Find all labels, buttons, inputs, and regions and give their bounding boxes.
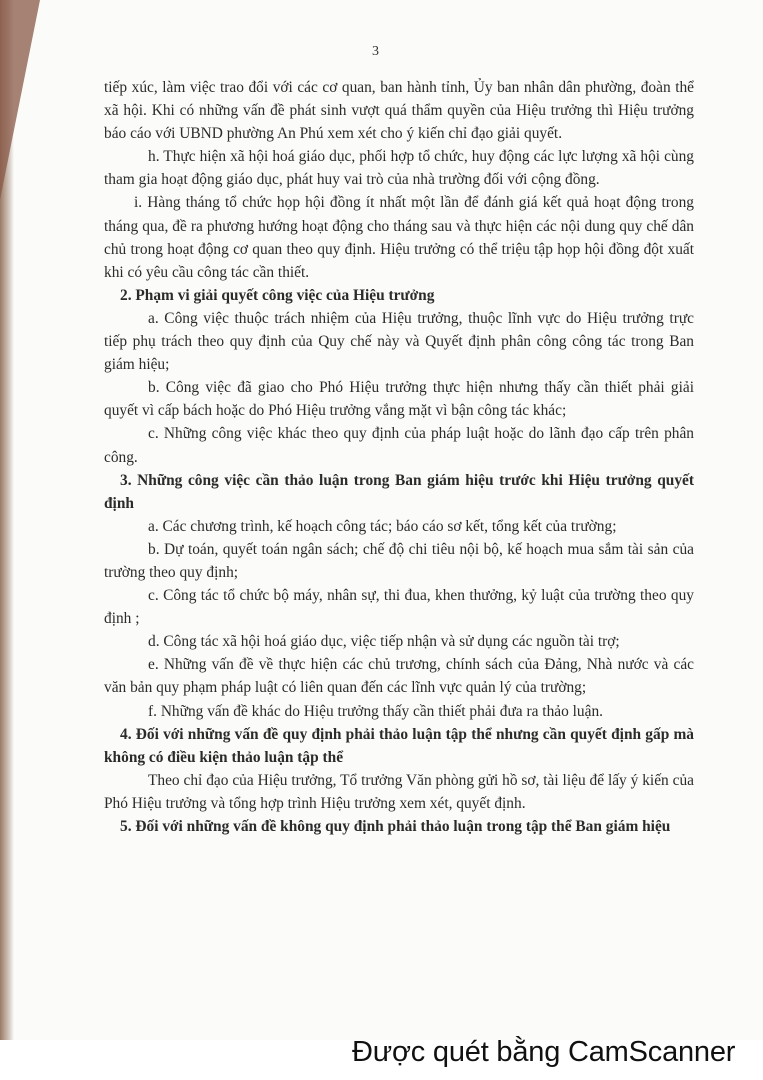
paragraph-3e: e. Những vấn đề về thực hiện các chủ trương, chính sách của Đảng, Nhà nước và các văn bản quy phạm pháp luật có liên quan đến các lĩnh vực quản lý của trường;: [104, 656, 694, 697]
paragraph-2b: b. Công việc đã giao cho Phó Hiệu trưởng thực hiện nhưng thấy cần thiết phải giải quyết vì cấp bách hoặc do Phó Hiệu trưởng vắng mặt vì bận công tác khác;: [104, 379, 694, 420]
page-corner-fold: [0, 0, 40, 200]
document-body: [104, 76, 694, 838]
paragraph-3d: d. Công tác xã hội hoá giáo dục, việc tiếp nhận và sử dụng các nguồn tài trợ;: [148, 633, 620, 651]
paragraph-3f: f. Những vấn đề khác do Hiệu trưởng thấy cần thiết phải đưa ra thảo luận.: [148, 702, 603, 720]
paragraph-3a: a. Các chương trình, kế hoạch công tác; báo cáo sơ kết, tổng kết của trường;: [148, 517, 617, 535]
section-heading-5: 5. Đối với những vấn đề không quy định phải thảo luận trong tập thể Ban giám hiệu: [120, 818, 671, 835]
paragraph-4: Theo chỉ đạo của Hiệu trưởng, Tổ trưởng Văn phòng gửi hồ sơ, tài liệu để lấy ý kiến của Phó Hiệu trưởng và tổng hợp trình Hiệu trưởng xem xét, quyết định.: [104, 771, 694, 812]
paragraph-i: i. Hàng tháng tổ chức họp hội đồng ít nhất một lần để đánh giá kết quả hoạt động trong tháng qua, đề ra phương hướng hoạt động cho tháng sau và thực hiện các nội dung quy chế dân chủ trong hoạt động cơ quan theo quy định. Hiệu trưởng có thể triệu tập họp hội đồng đột xuất khi có yêu cầu công tác cần thiết.: [104, 194, 694, 281]
section-heading-3: 3. Những công việc cần thảo luận trong Ban giám hiệu trước khi Hiệu trưởng quyết định: [104, 471, 694, 512]
paragraph-3b: b. Dự toán, quyết toán ngân sách; chế độ chi tiêu nội bộ, kế hoạch mua sắm tài sản của trường theo quy định;: [104, 540, 694, 581]
paragraph-2c: c. Những công việc khác theo quy định của pháp luật hoặc do lãnh đạo cấp trên phân công.: [104, 425, 694, 466]
section-heading-4: 4. Đối với những vấn đề quy định phải thảo luận tập thể nhưng cần quyết định gấp mà không có điều kiện thảo luận tập thể: [104, 725, 694, 766]
paragraph: tiếp xúc, làm việc trao đổi với các cơ quan, ban hành tỉnh, Ủy ban nhân dân phường, đoàn thể xã hội. Khi có những vấn đề phát sinh vượt quá thẩm quyền của Hiệu trưởng thì Hiệu trưởng báo cáo với UBND phường An Phú xem xét cho ý kiến chỉ đạo giải quyết.: [104, 79, 694, 143]
paragraph-h: h. Thực hiện xã hội hoá giáo dục, phối hợp tổ chức, huy động các lực lượng xã hội cùng tham gia hoạt động giáo dục, phát huy vai trò của nhà trường đối với cộng đồng.: [104, 148, 694, 189]
page-number: 3: [372, 44, 379, 59]
scanner-watermark: Được quét bằng CamScanner: [352, 1036, 736, 1068]
section-heading-2: 2. Phạm vi giải quyết công việc của Hiệu trưởng: [120, 286, 435, 304]
paragraph-2a: a. Công việc thuộc trách nhiệm của Hiệu trưởng, thuộc lĩnh vực do Hiệu trưởng trực tiếp phụ trách theo quy định của Quy chế này và Quyết định phân công công tác trong Ban giám hiệu;: [104, 309, 694, 374]
paragraph-3c: c. Công tác tổ chức bộ máy, nhân sự, thi đua, khen thưởng, kỷ luật của trường theo quy định ;: [104, 587, 694, 628]
